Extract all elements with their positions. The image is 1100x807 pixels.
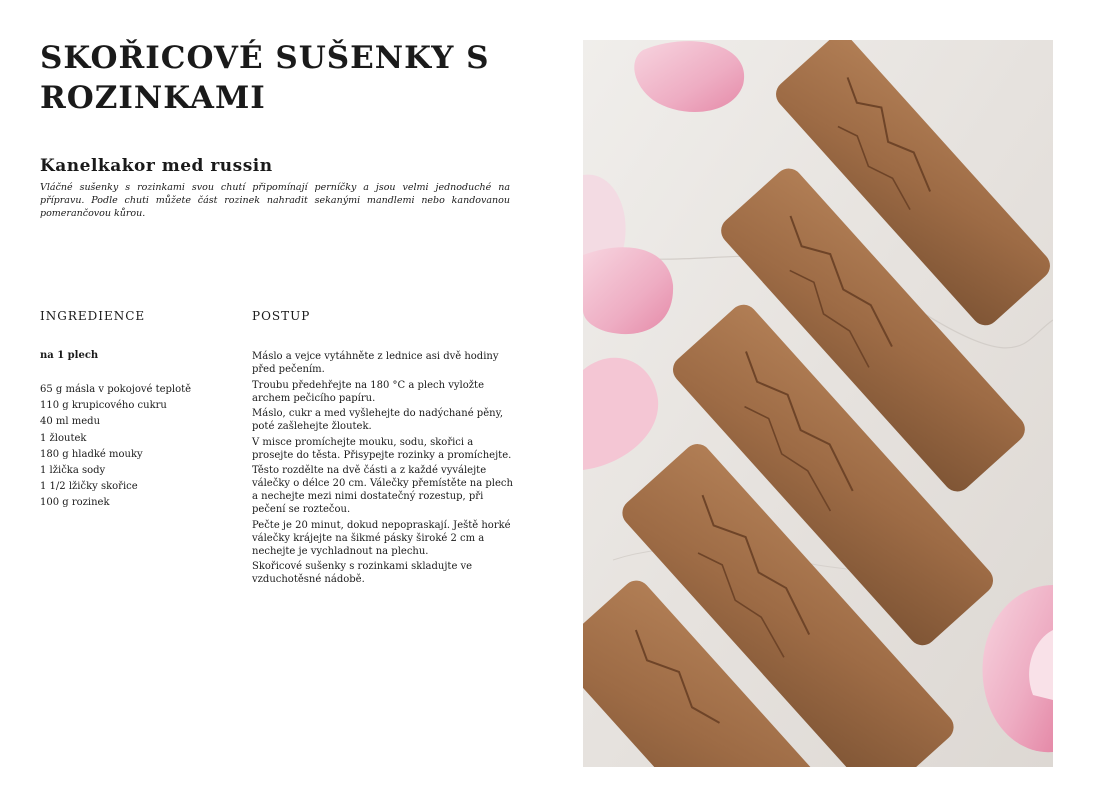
recipe-title: SKOŘICOVÉ SUŠENKY S ROZINKAMI [40, 40, 490, 116]
cookies-photo [583, 40, 1053, 767]
method-step: Pečte je 20 minut, dokud nepopraskají. Ještě horké válečky krájejte na šikmé pásky široké 2 cm a nechejte je vychladnout na plechu. [252, 519, 511, 557]
method-steps [252, 350, 514, 589]
ingredient-item: 1 1/2 lžičky skořice [40, 481, 138, 493]
ingredient-item: 40 ml medu [40, 416, 101, 428]
method-heading: POSTUP [252, 309, 311, 323]
recipe-subtitle: Kanelkakor med russin [40, 156, 273, 176]
ingredient-item: 100 g rozinek [40, 497, 110, 509]
ingredient-item: 180 g hladké mouky [40, 448, 143, 460]
ingredients-heading: INGREDIENCE [40, 309, 146, 323]
method-step: Máslo a vejce vytáhněte z lednice asi dvě hodiny před pečením. [252, 351, 499, 375]
method-step: Máslo, cukr a med vyšlehejte do nadýchané pěny, poté zašlehejte žloutek. [252, 408, 504, 432]
method-step: V misce promíchejte mouku, sodu, skořici a prosejte do těsta. Přisypejte rozinky a promíchejte. [252, 436, 512, 461]
ingredient-item: 110 g krupicového cukru [40, 400, 167, 412]
method-step: Skořicové sušenky s rozinkami skladujte ve vzduchotěsné nádobě. [252, 561, 473, 585]
recipe-yield: na 1 plech [40, 350, 99, 361]
ingredient-item: 1 lžička sody [40, 465, 106, 477]
ingredient-item: 65 g másla v pokojové teplotě [40, 384, 192, 395]
ingredient-item: 1 žloutek [40, 432, 87, 444]
recipe-intro: Vláčné sušenky s rozinkami svou chutí připomínají perníčky a jsou velmi jednoduché na přípravu. Podle chuti můžete část rozinek nahradit sekanými mandlemi nebo kandovanou pomerančovou kůrou. [40, 182, 510, 219]
method-step: Těsto rozdělte na dvě části a z každé vyválejte válečky o délce 20 cm. Válečky přemístěte na plech a nechejte mezi nimi dostatečný rozestup, při pečení se roztečou. [252, 465, 513, 515]
ingredient-list [40, 382, 191, 512]
rose-petal [583, 247, 673, 334]
method-step: Troubu předehřejte na 180 °C a plech vyložte archem pečicího papíru. [252, 379, 484, 404]
